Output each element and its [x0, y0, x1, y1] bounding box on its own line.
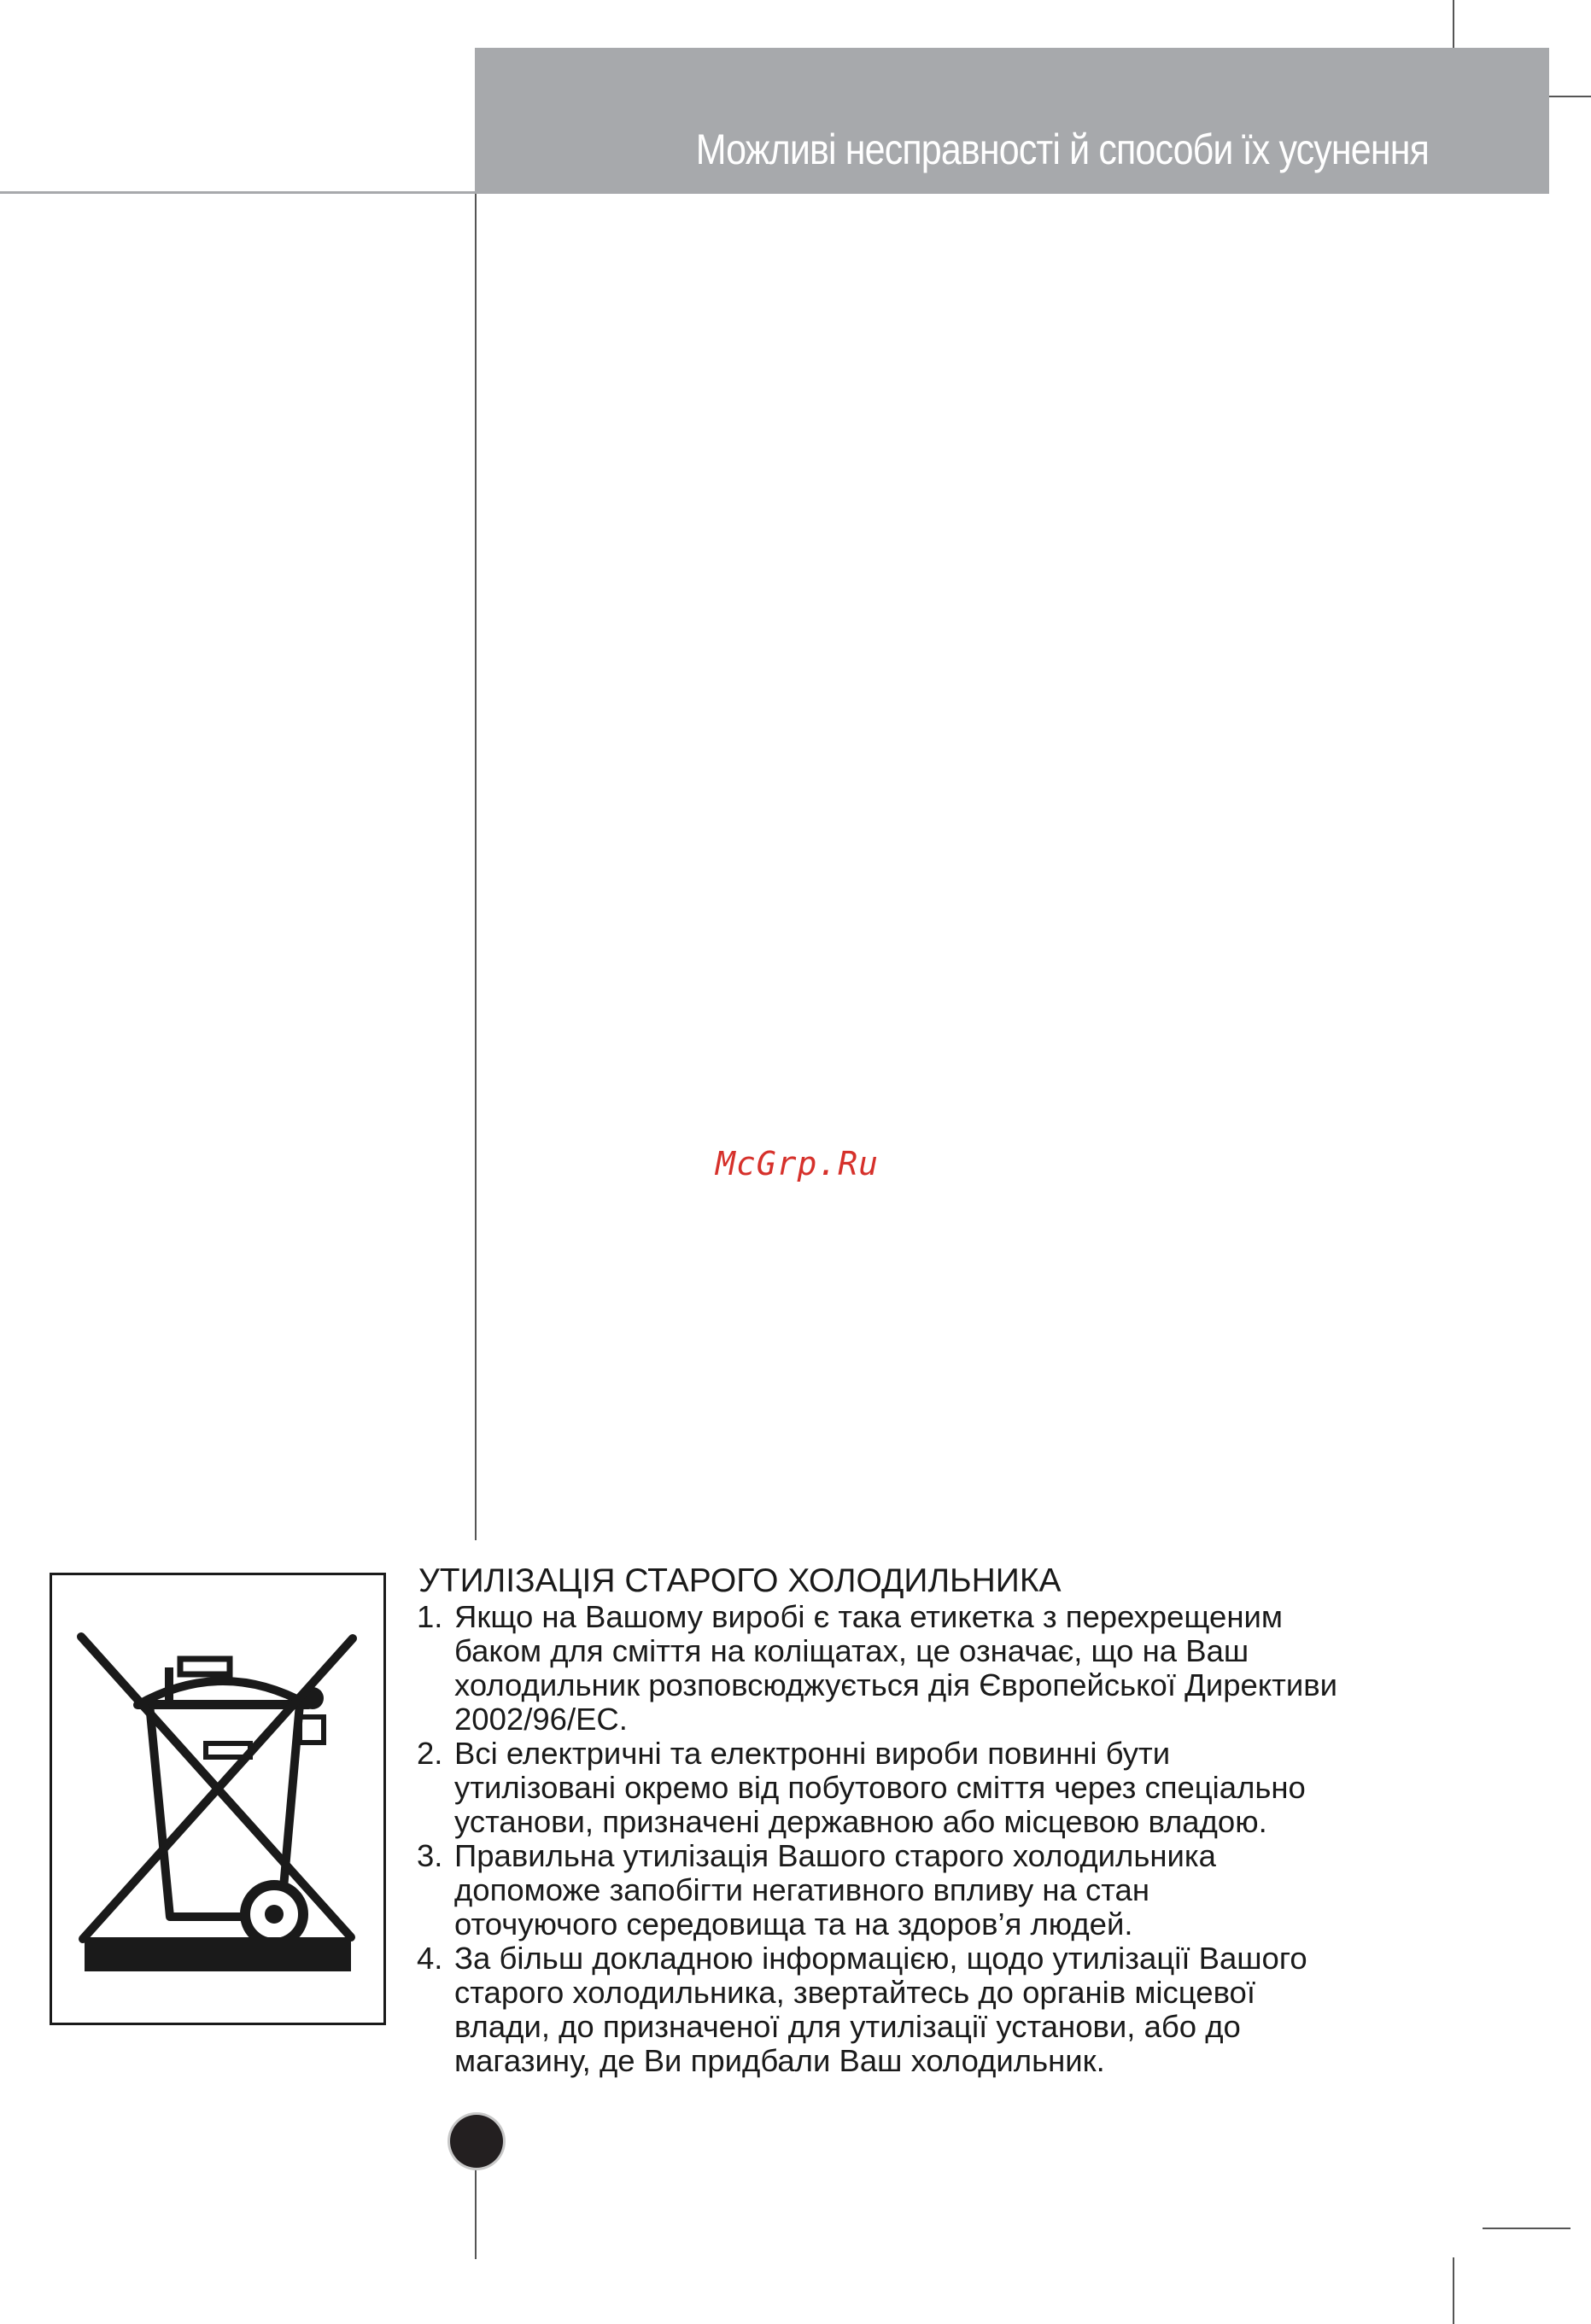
header-rule: [0, 191, 1549, 194]
item-line: старого холодильника, звертайтесь до органів місцевої: [454, 1975, 1255, 2010]
item-line: Правильна утилізація Вашого старого холодильника: [454, 1838, 1216, 1873]
item-line: баком для сміття на коліщатах, це означає, що на Ваш: [454, 1633, 1249, 1668]
item-line: магазину, де Ви придбали Ваш холодильник.: [454, 2043, 1105, 2078]
list-item: [417, 1737, 1484, 1839]
item-line: утилізовані окремо від побутового сміття через спеціально: [454, 1770, 1306, 1805]
disposal-instructions-list: [417, 1600, 1484, 2078]
item-line: холодильник розповсюджується дія Європейської Директиви: [454, 1667, 1338, 1702]
crossed-out-wheelie-bin-icon: [52, 1575, 383, 2023]
watermark: McGrp.Ru: [716, 1145, 880, 1182]
crop-mark-top-right: [1453, 0, 1454, 48]
item-line: Всі електричні та електронні вироби повинні бути: [454, 1736, 1171, 1771]
list-item: [417, 1942, 1484, 2078]
item-line: допоможе запобігти негативного впливу на стан: [454, 1872, 1149, 1907]
crop-mark-right-bottom: [1483, 2228, 1571, 2229]
item-line: оточуючого середовища та на здоров’я людей.: [454, 1906, 1133, 1942]
item-line: За більш докладною інформацією, щодо утилізації Вашого: [454, 1941, 1307, 1976]
page-center-guide: [475, 191, 477, 1540]
item-line: 2002/96/EC.: [454, 1702, 628, 1737]
weee-symbol-frame: [50, 1573, 386, 2025]
page-center-guide-lower: [475, 2169, 477, 2259]
page-marker-dot: [450, 2115, 503, 2168]
list-item: [417, 1839, 1484, 1942]
item-number: 1.: [417, 1599, 443, 1634]
item-number: 3.: [417, 1838, 443, 1873]
item-number: 4.: [417, 1941, 443, 1976]
crop-mark-bottom-right: [1453, 2257, 1454, 2324]
item-number: 2.: [417, 1736, 443, 1771]
list-item: [417, 1600, 1484, 1737]
page-title: Можливі несправності й способи їх усунення: [695, 126, 1429, 173]
section-title: УТИЛІЗАЦІЯ СТАРОГО ХОЛОДИЛЬНИКА: [418, 1562, 1062, 1599]
item-line: установи, призначені державною або місцевою владою.: [454, 1804, 1267, 1839]
item-line: влади, до призначеної для утилізації установи, або до: [454, 2009, 1241, 2044]
item-line: Якщо на Вашому виробі є така етикетка з перехрещеним: [454, 1599, 1283, 1634]
